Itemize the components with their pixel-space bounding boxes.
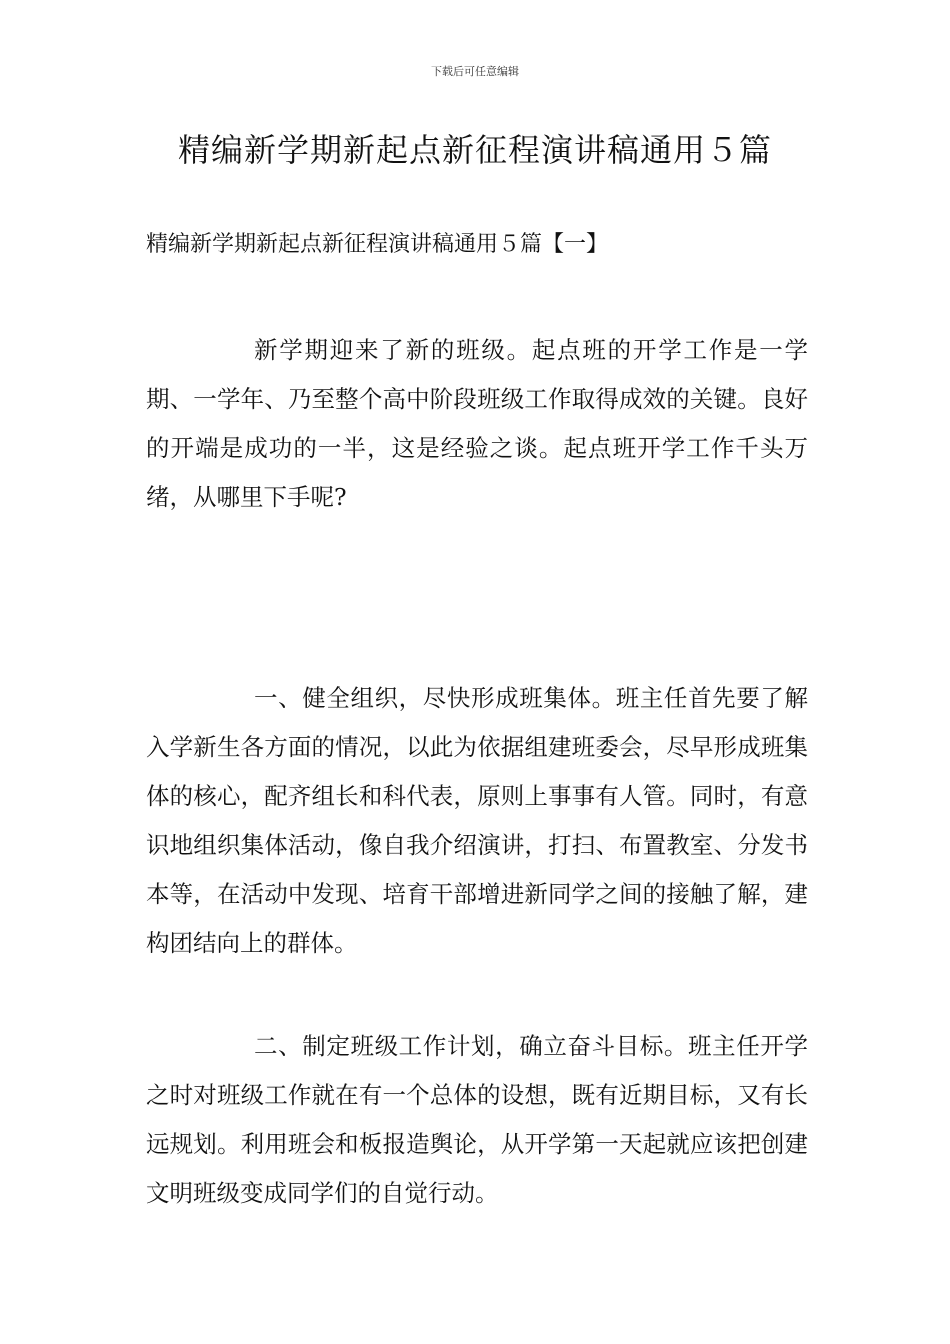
body-paragraph: 一、健全组织，尽快形成班集体。班主任首先要了解入学新生各方面的情况，以此为依据组建班委会，尽早形成班集体的核心，配齐组长和科代表，原则上事事有人管。同时，有意识地组织集体活动，像自我介绍演讲，打扫、布置教室、分发书本等，在活动中发现、培育干部增进新同学之间的接触了解，建构团结向上的群体。: [146, 684, 808, 957]
header-note: 下载后可任意编辑: [431, 65, 519, 78]
section-heading: 精编新学期新起点新征程演讲稿通用５篇【一】: [146, 232, 609, 257]
body-paragraph: 新学期迎来了新的班级。起点班的开学工作是一学期、一学年、乃至整个高中阶段班级工作取得成效的关键。良好的开端是成功的一半，这是经验之谈。起点班开学工作千头万绪，从哪里下手呢?: [146, 336, 808, 511]
body-paragraph: 二、制定班级工作计划，确立奋斗目标。班主任开学之时对班级工作就在有一个总体的设想，既有近期目标，又有长远规划。利用班会和板报造舆论，从开学第一天起就应该把创建文明班级变成同学们的自觉行动。: [146, 1032, 808, 1207]
document-title: 精编新学期新起点新征程演讲稿通用５篇: [177, 131, 772, 169]
